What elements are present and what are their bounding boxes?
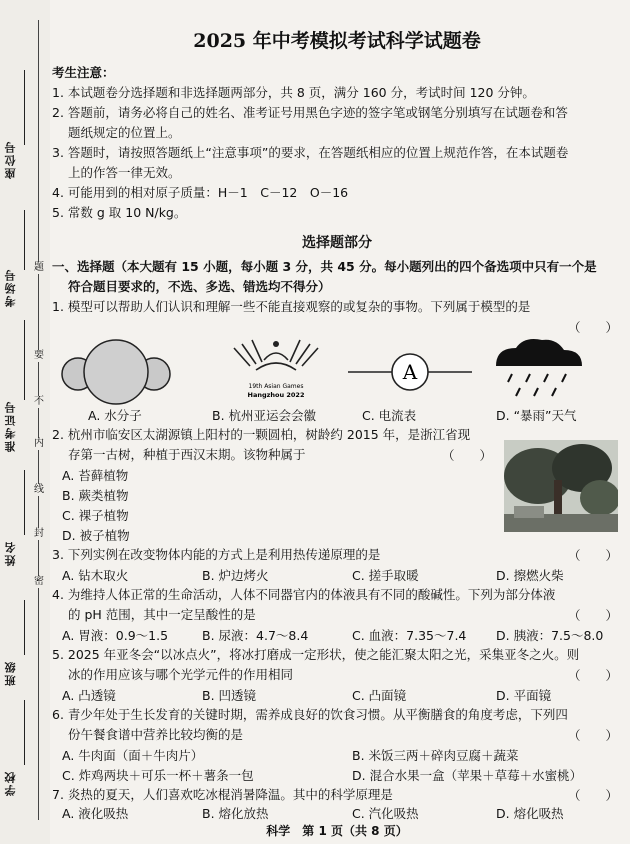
notice-line: 4. 可能用到的相对原子质量：H－1 C－12 O－16	[52, 185, 349, 200]
asian-games-emblem-icon	[228, 336, 324, 404]
q7-option-b: B. 熔化放热	[202, 806, 269, 821]
q2-option-d: D. 被子植物	[62, 528, 130, 543]
emblem-text: 19th Asian Games	[248, 383, 304, 390]
rainstorm-weather-icon	[490, 336, 586, 404]
q4-option-b: B. 尿液：4.7～8.4	[202, 628, 309, 643]
q2-option-c: C. 裸子植物	[62, 508, 129, 523]
q5-option-a: A. 凸透镜	[62, 688, 116, 703]
q4-answer-paren: （ ）	[568, 608, 619, 623]
part-heading: 一、选择题（本大题有 15 小题，每小题 3 分，共 45 分。每小题列出的四个备选项中只有一个是	[52, 259, 597, 274]
notice-line: 2. 答题前，请务必将自己的姓名、准考证号用黑色字迹的签字笔或钢笔分别填写在试题卷和答	[52, 105, 568, 120]
q6-answer-paren: （ ）	[568, 728, 619, 743]
seat-number-blank	[24, 70, 25, 145]
q3-option-c: C. 搓手取暖	[352, 568, 419, 583]
emblem-text: Hangzhou 2022	[247, 391, 305, 399]
q4-option-d: D. 胰液：7.5～8.0	[496, 628, 604, 643]
q7-option-c: C. 汽化吸热	[352, 806, 419, 821]
q4-option-c: C. 血液：7.35～7.4	[352, 628, 467, 643]
q1-option-d: D. “暴雨”天气	[496, 408, 577, 423]
q1-option-b: B. 杭州亚运会会徽	[212, 408, 317, 423]
binding-margin	[0, 0, 50, 844]
q5-stem: 5. 2025 年亚冬会“以冰点火”，将冰打磨成一定形状，使之能汇聚太阳之光，采集亚冬之火。则	[52, 647, 580, 662]
ammeter-icon	[348, 344, 472, 400]
q2-option-b: B. 蕨类植物	[62, 488, 129, 503]
q3-option-b: B. 炉边烤火	[202, 568, 269, 583]
q4-option-a: A. 胃液：0.9～1.5	[62, 628, 169, 643]
seal-char: 线	[34, 484, 44, 495]
q3-stem: 3. 下列实例在改变物体内能的方式上是利用热传递原理的是	[52, 547, 381, 562]
q7-option-a: A. 液化吸热	[62, 806, 129, 821]
q7-option-d: D. 熔化吸热	[496, 806, 564, 821]
name-blank	[24, 470, 25, 535]
q3-option-d: D. 擦燃火柴	[496, 568, 564, 583]
notice-line: 上的作答一律无效。	[68, 165, 181, 180]
notice-line: 3. 答题时，请按照答题纸上“注意事项”的要求，在答题纸相应的位置上规范作答，在本试题卷	[52, 145, 569, 160]
seal-char: 要	[34, 350, 44, 361]
q6-option-d: D. 混合水果一盒（苹果＋草莓＋水蜜桃）	[352, 768, 583, 783]
q3-option-a: A. 钻木取火	[62, 568, 129, 583]
q6-stem-cont: 份午餐食谱中营养比较均衡的是	[68, 727, 244, 742]
seal-char: 不	[34, 396, 44, 407]
q3-answer-paren: （ ）	[568, 548, 619, 563]
seal-char: 题	[34, 262, 44, 273]
seal-line	[38, 20, 39, 820]
page-footer: 科学 第 1 页（共 8 页）	[266, 824, 408, 838]
q2-option-a: A. 苔藓植物	[62, 468, 129, 483]
q6-stem: 6. 青少年处于生长发育的关键时期，需养成良好的饮食习惯。从平衡膳食的角度考虑，下列四	[52, 707, 568, 722]
exam-title: 2025 年中考模拟考试科学试题卷	[193, 30, 481, 52]
class-label: 班级	[4, 660, 17, 686]
notice-line: 题纸规定的位置上。	[68, 125, 181, 140]
q1-answer-paren: （ ）	[568, 320, 619, 335]
q5-option-b: B. 凹透镜	[202, 688, 257, 703]
notice-heading: 考生注意：	[52, 65, 115, 80]
school-blank	[24, 700, 25, 765]
notice-line: 5. 常数 g 取 10 N/kg。	[52, 205, 187, 220]
exam-room-blank	[24, 210, 25, 270]
q2-stem: 2. 杭州市临安区太湖源镇上阳村的一颗圆柏，树龄约 2015 年，是浙江省现	[52, 427, 471, 442]
q5-stem-cont: 冰的作用应该与哪个光学元件的作用相同	[68, 667, 294, 682]
q7-stem: 7. 炎热的夏天，人们喜欢吃冰棍消暑降温。其中的科学原理是	[52, 787, 393, 802]
part-heading-cont: 符合题目要求的，不选、多选、错选均不得分）	[68, 279, 331, 294]
seal-char: 封	[34, 528, 44, 539]
name-label: 姓名	[4, 540, 17, 566]
q1-option-a: A. 水分子	[88, 408, 142, 423]
q1-option-c: C. 电流表	[362, 408, 417, 423]
q7-answer-paren: （ ）	[568, 788, 619, 803]
admission-number-label: 准考证号	[4, 400, 17, 452]
q5-option-d: D. 平面镜	[496, 688, 552, 703]
q5-option-c: C. 凸面镜	[352, 688, 407, 703]
q2-stem-cont: 存第一古树，种植于西汉末期。该物种属于	[68, 447, 306, 462]
exam-room-label: 考场号	[4, 268, 17, 307]
q6-option-a: A. 牛肉面（面＋牛肉片）	[62, 748, 204, 763]
q4-stem-cont: 的 pH 范围，其中一定呈酸性的是	[68, 607, 256, 622]
notice-line: 1. 本试题卷分选择题和非选择题两部分，共 8 页，满分 160 分，考试时间 120 分钟。	[52, 85, 535, 100]
q5-answer-paren: （ ）	[568, 668, 619, 683]
seal-char: 密	[34, 576, 44, 587]
section-title: 选择题部分	[302, 235, 372, 251]
q2-answer-paren: （ ）	[442, 448, 493, 463]
q6-option-c: C. 炸鸡两块＋可乐一杯＋薯条一包	[62, 768, 254, 783]
school-label: 学校	[4, 770, 17, 796]
ancient-cypress-photo-icon	[504, 440, 618, 532]
seal-char: 内	[34, 438, 44, 449]
admission-number-blank	[24, 320, 25, 400]
ammeter-symbol: A	[402, 360, 418, 384]
q4-stem: 4. 为维持人体正常的生命活动，人体不同器官内的体液具有不同的酸碱性。下列为部分体液	[52, 587, 556, 602]
seat-number-label: 座位号	[4, 140, 17, 179]
water-molecule-icon	[58, 338, 174, 406]
q1-stem: 1. 模型可以帮助人们认识和理解一些不能直接观察的或复杂的事物。下列属于模型的是	[52, 299, 531, 314]
q6-option-b: B. 米饭三两＋碎肉豆腐＋蔬菜	[352, 748, 519, 763]
class-blank	[24, 600, 25, 655]
